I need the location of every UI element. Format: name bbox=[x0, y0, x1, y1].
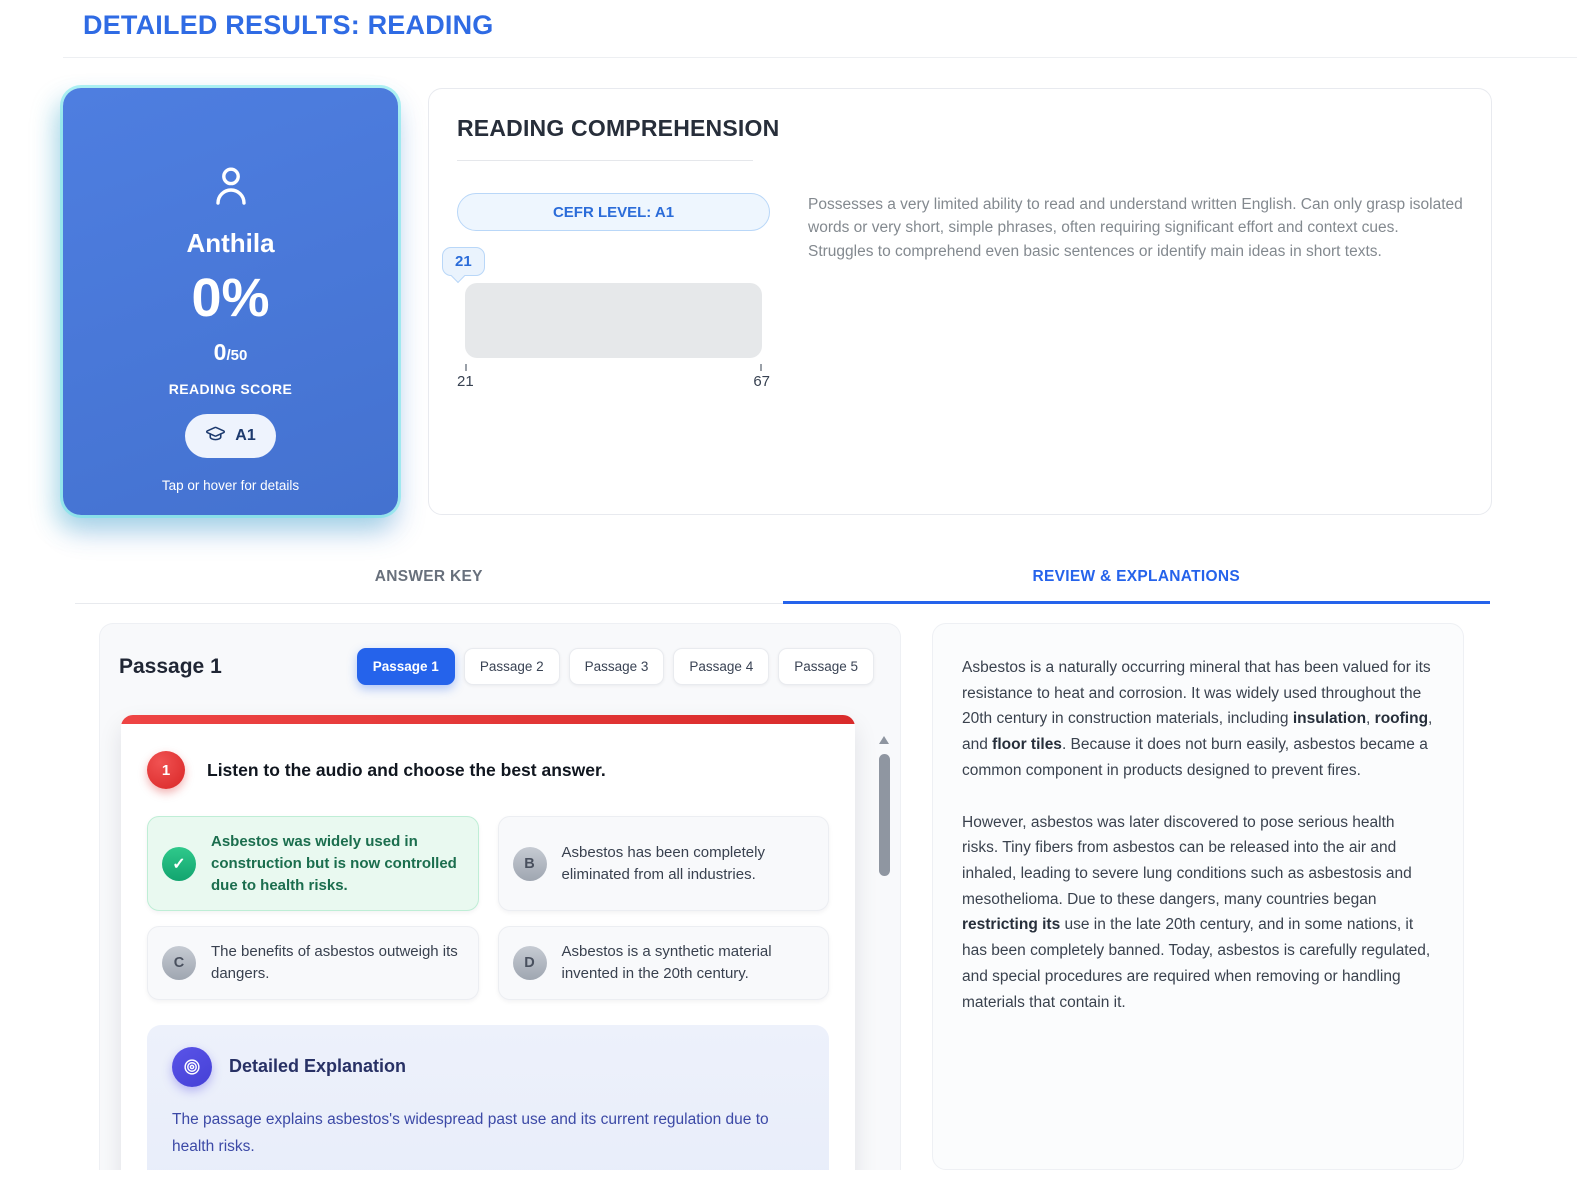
tick-max bbox=[760, 364, 762, 371]
cefr-level-pill: CEFR LEVEL: A1 bbox=[457, 193, 770, 231]
option-text: Asbestos is a synthetic material invented in the 20th century. bbox=[561, 943, 772, 982]
option-b[interactable] bbox=[498, 816, 830, 911]
reading-comprehension-panel bbox=[428, 88, 1492, 515]
page-header bbox=[63, 0, 1577, 58]
score-numerator: 0 bbox=[213, 339, 227, 365]
explanation-card bbox=[147, 1025, 829, 1170]
option-text: Asbestos was widely used in construction but is now controlled due to health risks. bbox=[211, 833, 457, 894]
reading-score-card[interactable] bbox=[63, 88, 398, 515]
text-segment: Asbestos is a naturally occurring mineral that has been valued for its resistance to heat and corrosion. It was widely used throughout the 20th century in construction materials, including bbox=[962, 659, 1431, 728]
passage-tab-passage-1[interactable]: Passage 1 bbox=[357, 648, 455, 685]
question-accent-bar bbox=[121, 715, 855, 724]
graduation-cap-icon bbox=[205, 423, 226, 449]
page-title: DETAILED RESULTS: READING bbox=[83, 10, 494, 40]
passage-tab-passage-4[interactable]: Passage 4 bbox=[673, 648, 769, 685]
score-denominator: /50 bbox=[226, 347, 248, 364]
cefr-level-value: A1 bbox=[235, 427, 256, 444]
bold-term: floor tiles bbox=[992, 736, 1062, 754]
tab-review-explanations[interactable]: REVIEW & EXPLANATIONS bbox=[783, 568, 1491, 604]
score-tooltip: 21 bbox=[442, 247, 485, 276]
bold-term: restricting its bbox=[962, 916, 1061, 934]
range-ticks bbox=[465, 364, 762, 371]
question-card bbox=[121, 715, 855, 1170]
student-name: Anthila bbox=[186, 228, 275, 258]
review-section bbox=[99, 623, 1464, 1170]
option-text: The benefits of asbestos outweigh its dangers. bbox=[211, 943, 458, 982]
text-segment: use in the late 20th century, and in some nations, it has been completely banned. Today, asbestos is carefully regulated, and special procedures are required when removing or handling materials that contain it. bbox=[962, 916, 1431, 1011]
scroll-up-arrow-icon[interactable] bbox=[879, 736, 889, 744]
passage-title: Passage 1 bbox=[119, 654, 222, 678]
passage-paragraph-2 bbox=[962, 810, 1434, 1016]
explanation-title: Detailed Explanation bbox=[229, 1056, 407, 1077]
passage-tab-passage-5[interactable]: Passage 5 bbox=[778, 648, 874, 685]
reading-text-panel bbox=[932, 623, 1464, 1170]
score-fraction bbox=[214, 339, 248, 366]
score-percent: 0% bbox=[191, 268, 270, 328]
range-max-label: 67 bbox=[753, 373, 770, 390]
bold-term: insulation bbox=[1292, 710, 1367, 728]
passage-panel bbox=[99, 623, 901, 1170]
score-label: READING SCORE bbox=[168, 381, 293, 397]
passage-tab-passage-2[interactable]: Passage 2 bbox=[464, 648, 560, 685]
question-number-badge: 1 bbox=[147, 751, 185, 789]
level-description: Possesses a very limited ability to read and understand written English. Can only grasp isolated words or very short, simple phrases, often requiring significant effort and context cues. Struggles to comprehend even basic sentences or identify main ideas in short texts. bbox=[808, 196, 1463, 260]
score-range-bar[interactable] bbox=[465, 283, 762, 358]
results-tabs bbox=[75, 568, 1490, 604]
tab-answer-key[interactable]: ANSWER KEY bbox=[75, 568, 783, 604]
bold-term: roofing bbox=[1374, 710, 1429, 728]
cefr-level-badge bbox=[185, 414, 275, 458]
text-segment: However, asbestos was later discovered to pose serious health risks. Tiny fibers from asbestos can be released into the air and inhaled, leading to severe lung conditions such as asbestosis and mesothelioma. Due to these dangers, many countries began bbox=[962, 813, 1412, 908]
option-c[interactable] bbox=[147, 926, 479, 1000]
option-a[interactable] bbox=[147, 816, 479, 911]
option-letter-badge: C bbox=[162, 946, 196, 980]
text-segment: . Because it does not burn easily, asbestos became a common component in products designed to prevent fires. bbox=[962, 736, 1428, 779]
tick-min bbox=[465, 364, 467, 371]
passage-tab-passage-3[interactable]: Passage 3 bbox=[569, 648, 665, 685]
text-segment: , and bbox=[962, 710, 1433, 754]
passage-tabs bbox=[357, 648, 874, 685]
explanation-text: The passage explains asbestos's widespread past use and its current regulation due to health risks. bbox=[172, 1110, 769, 1155]
options-grid bbox=[147, 816, 829, 1000]
range-min-label: 21 bbox=[457, 373, 474, 390]
passage-paragraph-1 bbox=[962, 655, 1434, 784]
option-letter-badge: B bbox=[513, 847, 547, 881]
check-icon: ✓ bbox=[162, 847, 196, 881]
summary-section bbox=[63, 88, 1492, 515]
option-d[interactable] bbox=[498, 926, 830, 1000]
divider bbox=[457, 160, 753, 161]
option-text: Asbestos has been completely eliminated from all industries. bbox=[561, 843, 765, 883]
scrollbar-thumb[interactable] bbox=[879, 754, 890, 876]
scrollbar[interactable] bbox=[878, 727, 891, 1170]
option-letter-badge: D bbox=[513, 946, 547, 980]
section-title: READING COMPREHENSION bbox=[457, 115, 780, 141]
user-icon bbox=[207, 162, 255, 215]
card-hint: Tap or hover for details bbox=[161, 478, 300, 493]
text-segment: , bbox=[1366, 710, 1375, 728]
question-text: Listen to the audio and choose the best answer. bbox=[207, 759, 606, 780]
target-icon bbox=[172, 1047, 212, 1087]
